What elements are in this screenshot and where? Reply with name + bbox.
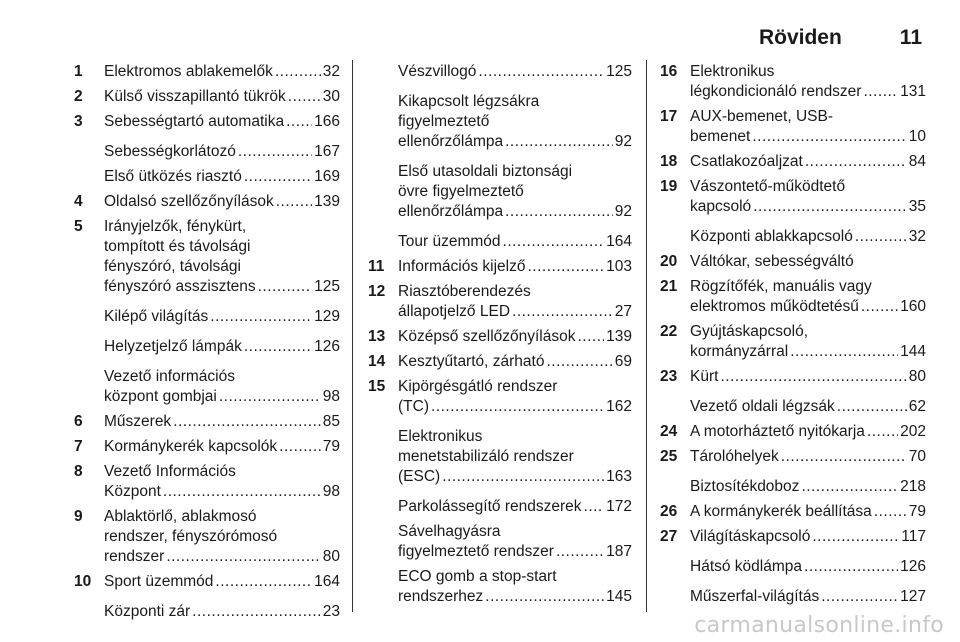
index-entry	[368, 62, 632, 82]
dot-leader	[804, 557, 898, 577]
dot-leader	[478, 62, 604, 82]
page-reference: 85	[322, 413, 340, 430]
item-number: 5	[74, 218, 83, 235]
page-reference: 79	[322, 438, 340, 455]
item-number: 14	[368, 353, 386, 370]
page-reference: 84	[908, 153, 926, 170]
entry-label: Központi ablakkapcsoló	[690, 228, 853, 245]
item-number: 11	[368, 258, 385, 275]
section-title: Röviden	[758, 26, 842, 49]
entry-label: Biztosítékdoboz	[690, 478, 800, 495]
page-reference: 162	[606, 398, 632, 415]
index-column-3	[660, 62, 926, 612]
entry-text-line: ECO gomb a stop-start	[398, 568, 557, 585]
dot-leader	[219, 387, 321, 407]
index-entry	[74, 462, 340, 502]
item-number: 16	[660, 63, 678, 80]
index-entry	[74, 217, 340, 297]
dot-leader	[258, 277, 313, 297]
dot-leader	[867, 422, 898, 442]
page-reference: 127	[900, 588, 926, 605]
entry-text-line: Kipörgésgátló rendszer	[398, 378, 558, 395]
page-reference: 80	[908, 368, 926, 385]
item-number: 25	[660, 448, 678, 465]
dot-leader	[837, 397, 907, 417]
item-number: 7	[74, 438, 83, 455]
index-entry	[660, 252, 926, 272]
item-number: 15	[368, 378, 386, 395]
index-entry	[368, 257, 632, 277]
index-entry	[660, 367, 926, 387]
index-entry	[74, 367, 340, 407]
entry-label: Külső visszapillantó tükrök	[104, 88, 286, 105]
dot-leader	[442, 467, 604, 487]
page-reference: 131	[900, 83, 926, 100]
entry-text-line: Vászontető-működtető	[690, 178, 846, 195]
index-entry	[660, 422, 926, 442]
page-reference: 69	[614, 353, 632, 370]
index-entry	[74, 192, 340, 212]
entry-label: Sport üzemmód	[104, 573, 214, 590]
dot-leader	[431, 397, 604, 417]
dot-leader	[781, 447, 907, 467]
dot-leader	[163, 482, 321, 502]
entry-label: Kesztyűtartó, zárható	[398, 353, 545, 370]
index-entry	[660, 587, 926, 607]
entry-text-line: Kikapcsolt légzsákra	[398, 93, 540, 110]
item-number: 18	[660, 153, 678, 170]
item-number: 22	[660, 323, 678, 340]
item-number: 21	[660, 278, 678, 295]
index-entry	[74, 572, 340, 592]
dot-leader	[276, 192, 312, 212]
index-entry	[368, 232, 632, 252]
page-reference: 160	[900, 298, 926, 315]
index-column-1	[74, 62, 340, 627]
entry-label: ellenőrzőlámpa	[398, 203, 504, 220]
page-reference: 103	[606, 258, 632, 275]
page-reference: 163	[606, 468, 632, 485]
dot-leader	[863, 82, 898, 102]
entry-text-line: rendszer, fényszórómosó	[104, 528, 278, 545]
entry-text-line: fényszóró, távolsági	[104, 258, 241, 275]
item-number: 9	[74, 508, 83, 525]
dot-leader	[812, 527, 899, 547]
page-reference: 172	[606, 498, 632, 515]
item-number: 6	[74, 413, 83, 430]
entry-label: Vezető oldali légzsák	[690, 398, 835, 415]
index-entry	[368, 162, 632, 222]
index-entry	[74, 62, 340, 82]
item-number: 27	[660, 528, 678, 545]
entry-text-line: Gyújtáskapcsoló,	[690, 323, 809, 340]
page-header	[759, 26, 922, 50]
entry-label: A kormánykerék beállítása	[690, 503, 872, 520]
page-reference: 202	[900, 423, 926, 440]
entry-text-line: Ablaktörlő, ablakmosó	[104, 508, 257, 525]
item-number: 10	[74, 573, 92, 590]
page-reference: 98	[322, 388, 340, 405]
index-entry	[368, 522, 632, 562]
entry-label: rendszerhez	[398, 588, 484, 605]
item-number: 3	[74, 113, 83, 130]
index-entry	[660, 107, 926, 147]
dot-leader	[238, 142, 312, 162]
page-reference: 167	[314, 143, 340, 160]
dot-leader	[244, 167, 312, 187]
entry-label: Tárolóhelyek	[690, 448, 779, 465]
item-number: 1	[74, 63, 83, 80]
entry-text-line: övre figyelmeztető	[398, 183, 524, 200]
item-number: 12	[368, 283, 386, 300]
entry-text-line: Irányjelzők, fénykürt,	[104, 218, 247, 235]
entry-label: elektromos működtetésű	[690, 298, 859, 315]
index-entry	[74, 307, 340, 327]
item-number: 20	[660, 253, 678, 270]
dot-leader	[584, 497, 605, 517]
dot-leader	[801, 477, 898, 497]
entry-label: (ESC)	[398, 468, 441, 485]
entry-label: Központi zár	[104, 603, 191, 620]
entry-label: Első ütközés riasztó	[104, 168, 242, 185]
item-number: 23	[660, 368, 678, 385]
dot-leader	[556, 542, 604, 562]
entry-label: Kilépő világítás	[104, 308, 209, 325]
dot-leader	[505, 202, 613, 222]
page-reference: 92	[614, 203, 632, 220]
entry-label: Világításkapcsoló	[690, 528, 811, 545]
dot-leader	[720, 367, 906, 387]
entry-label: központ gombjai	[104, 388, 217, 405]
entry-label: fényszóró asszisztens	[104, 278, 256, 295]
page-reference: 166	[314, 113, 340, 130]
index-entry	[660, 397, 926, 417]
watermark: carmanualsonline.info	[694, 613, 944, 638]
entry-text-line: Első utasoldali biztonsági	[398, 163, 573, 180]
index-entry	[368, 92, 632, 152]
entry-text-line: figyelmeztető	[398, 113, 490, 130]
entry-label: Középső szellőzőnyílások	[398, 328, 576, 345]
page-reference: 139	[314, 193, 340, 210]
page-reference: 187	[606, 543, 632, 560]
item-number: 26	[660, 503, 678, 520]
entry-label: kormányzárral	[690, 343, 789, 360]
dot-leader	[503, 232, 605, 252]
page-reference: 30	[322, 88, 340, 105]
page-reference: 70	[908, 448, 926, 465]
entry-label: (TC)	[398, 398, 429, 415]
dot-leader	[528, 257, 605, 277]
page-reference: 32	[908, 228, 926, 245]
dot-leader	[166, 547, 320, 567]
entry-label: Kürt	[690, 368, 719, 385]
index-entry	[660, 502, 926, 522]
index-entry	[74, 602, 340, 622]
dot-leader	[215, 572, 312, 592]
dot-leader	[505, 132, 613, 152]
index-entry	[74, 412, 340, 432]
entry-text-line: Vezető Információs	[104, 463, 236, 480]
entry-text-line: AUX-bemenet, USB-	[690, 108, 833, 125]
index-entry	[368, 352, 632, 372]
page-reference: 144	[900, 343, 926, 360]
entry-label: Tour üzemmód	[398, 233, 501, 250]
dot-leader	[861, 297, 898, 317]
item-number: 2	[74, 88, 83, 105]
dot-leader	[753, 197, 907, 217]
entry-label: ellenőrzőlámpa	[398, 133, 504, 150]
entry-label: Csatlakozóaljzat	[690, 153, 803, 170]
entry-label: állapotjelző LED	[398, 303, 511, 320]
entry-label: figyelmeztető rendszer	[398, 543, 554, 560]
page-reference: 92	[614, 133, 632, 150]
entry-label: Sebességtartó automatika	[104, 113, 285, 130]
dot-leader	[578, 327, 605, 347]
page-reference: 35	[908, 198, 926, 215]
entry-label: A motorháztető nyitókarja	[690, 423, 865, 440]
item-number: 8	[74, 463, 83, 480]
page-reference: 98	[322, 483, 340, 500]
entry-text-line: Elektronikus	[690, 63, 775, 80]
item-number: 19	[660, 178, 678, 195]
dot-leader	[244, 337, 312, 357]
entry-label: rendszer	[104, 548, 165, 565]
index-entry	[74, 142, 340, 162]
index-entry	[74, 87, 340, 107]
page-reference: 117	[901, 528, 926, 545]
item-number: 17	[660, 108, 678, 125]
index-entry	[660, 152, 926, 172]
entry-text-line: Vezető információs	[104, 368, 235, 385]
index-entry	[660, 477, 926, 497]
index-entry	[660, 62, 926, 102]
index-entry	[74, 337, 340, 357]
page-reference: 164	[606, 233, 632, 250]
index-entry	[368, 497, 632, 517]
page-reference: 32	[322, 63, 340, 80]
index-entry	[660, 277, 926, 317]
entry-label: Műszerek	[104, 413, 172, 430]
index-entry	[368, 377, 632, 417]
index-entry	[660, 322, 926, 362]
index-entry	[660, 447, 926, 467]
index-entry	[74, 112, 340, 132]
column-divider	[352, 60, 353, 612]
index-entry	[368, 327, 632, 347]
entry-label: Hátsó ködlámpa	[690, 558, 803, 575]
page-reference: 23	[322, 603, 340, 620]
entry-label: Sebességkorlátozó	[104, 143, 236, 160]
entry-label: Központ	[104, 483, 161, 500]
dot-leader	[855, 227, 907, 247]
dot-leader	[546, 352, 612, 372]
entry-label: légkondicionáló rendszer	[690, 83, 862, 100]
index-entry	[660, 227, 926, 247]
entry-text-line: Riasztóberendezés	[398, 283, 531, 300]
entry-label: Műszerfal-világítás	[690, 588, 820, 605]
dot-leader	[805, 152, 907, 172]
page-reference: 125	[606, 63, 632, 80]
dot-leader	[790, 342, 898, 362]
index-column-2	[368, 62, 632, 612]
index-entry	[368, 427, 632, 487]
page-number: 11	[899, 26, 922, 49]
entry-label: Vészvillogó	[398, 63, 477, 80]
page-reference: 27	[614, 303, 632, 320]
dot-leader	[192, 602, 321, 622]
entry-label: Elektromos ablakemelők	[104, 63, 273, 80]
dot-leader	[275, 62, 321, 82]
dot-leader	[288, 87, 321, 107]
entry-text-line: Rögzítőfék, manuális vagy	[690, 278, 872, 295]
item-number: 24	[660, 423, 678, 440]
entry-label: bemenet	[690, 128, 751, 145]
dot-leader	[279, 437, 321, 457]
entry-label: Váltókar, sebességváltó	[690, 253, 854, 270]
page-reference: 62	[908, 398, 926, 415]
page-reference: 126	[314, 338, 340, 355]
index-entry	[660, 527, 926, 547]
entry-label: Parkolássegítő rendszerek	[398, 498, 582, 515]
page-reference: 129	[314, 308, 340, 325]
dot-leader	[874, 502, 907, 522]
index-entry	[74, 507, 340, 567]
page-reference: 80	[322, 548, 340, 565]
page-reference: 139	[606, 328, 632, 345]
page-reference: 10	[908, 128, 926, 145]
entry-text-line: tompított és távolsági	[104, 238, 251, 255]
entry-label: Információs kijelző	[398, 258, 526, 275]
entry-text-line: Elektronikus	[398, 428, 483, 445]
entry-label: kapcsoló	[690, 198, 752, 215]
index-entry	[660, 177, 926, 217]
dot-leader	[485, 587, 604, 607]
index-entry	[368, 567, 632, 607]
entry-label: Kormánykerék kapcsolók	[104, 438, 278, 455]
page-reference: 125	[314, 278, 340, 295]
dot-leader	[752, 127, 906, 147]
entry-label: Oldalsó szellőzőnyílások	[104, 193, 274, 210]
column-divider	[646, 60, 647, 612]
entry-label: Helyzetjelző lámpák	[104, 338, 242, 355]
item-number: 13	[368, 328, 386, 345]
dot-leader	[173, 412, 321, 432]
page-reference: 164	[314, 573, 340, 590]
page-reference: 169	[314, 168, 340, 185]
index-entry	[74, 167, 340, 187]
index-entry	[368, 282, 632, 322]
page-reference: 218	[900, 478, 926, 495]
index-entry	[74, 437, 340, 457]
entry-text-line: menetstabilizáló rendszer	[398, 448, 574, 465]
page-reference: 79	[908, 503, 926, 520]
dot-leader	[286, 112, 312, 132]
dot-leader	[821, 587, 898, 607]
dot-leader	[512, 302, 613, 322]
entry-text-line: Sávelhagyásra	[398, 523, 501, 540]
index-entry	[660, 557, 926, 577]
item-number: 4	[74, 193, 83, 210]
page-reference: 126	[900, 558, 926, 575]
dot-leader	[210, 307, 312, 327]
page-reference: 145	[606, 588, 632, 605]
